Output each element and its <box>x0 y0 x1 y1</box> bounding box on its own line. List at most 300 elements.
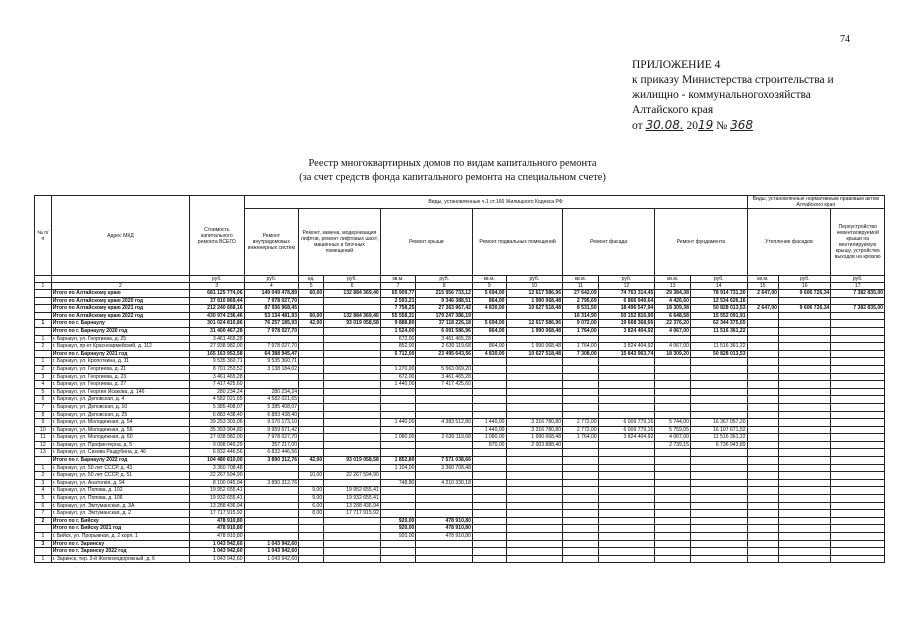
value-cell <box>506 457 563 465</box>
value-cell: 478 910,80 <box>190 517 244 525</box>
col-header-elevators: Ремонт, замена, модернизация лифтов, ремонт лифтовых шахт, машинных и блочных помещений <box>299 209 381 276</box>
value-cell <box>506 502 563 510</box>
order-date-line <box>632 118 882 134</box>
value-cell <box>747 457 778 465</box>
value-cell: 15 843 963,74 <box>598 350 655 358</box>
value-cell: 11 516 361,22 <box>690 434 747 442</box>
appendix-header <box>632 58 882 134</box>
value-cell <box>380 472 416 480</box>
value-cell <box>380 449 416 457</box>
value-cell <box>324 517 381 525</box>
value-cell <box>747 487 778 495</box>
value-cell <box>779 320 831 328</box>
value-cell: 37 118 226,18 <box>416 320 473 328</box>
value-cell: 6 648,58 <box>655 312 691 320</box>
value-cell: 6 866 949,64 <box>598 297 655 305</box>
value-cell <box>747 373 778 381</box>
value-cell: 8 701 253,52 <box>190 365 244 373</box>
value-cell <box>655 517 691 525</box>
value-cell <box>747 388 778 396</box>
value-cell <box>655 365 691 373</box>
row-number-cell: 3 <box>35 479 52 487</box>
value-cell <box>324 449 381 457</box>
value-cell <box>563 335 599 343</box>
value-cell <box>779 472 831 480</box>
value-cell <box>831 358 885 366</box>
value-cell <box>598 517 655 525</box>
table-row <box>35 555 885 563</box>
value-cell <box>299 335 324 343</box>
value-cell: 2 593,21 <box>380 297 416 305</box>
value-cell: 2 739,15 <box>655 441 691 449</box>
value-cell <box>598 365 655 373</box>
value-cell <box>563 358 599 366</box>
value-cell: 12 617 586,96 <box>506 320 563 328</box>
value-cell <box>747 426 778 434</box>
address-cell: г. Барнаул, ул. Попова, д. 106 <box>51 495 189 503</box>
value-cell: 478 910,80 <box>416 533 473 541</box>
value-cell <box>299 548 324 556</box>
value-cell <box>690 464 747 472</box>
value-cell: 9 959 671,42 <box>244 426 298 434</box>
address-cell: г. Барнаул, пр-кт Красноармейский, д. 112 <box>51 343 189 351</box>
value-cell: 17 717 915,92 <box>324 510 381 518</box>
value-cell <box>831 434 885 442</box>
value-cell <box>690 517 747 525</box>
column-number: 15 <box>747 283 778 290</box>
value-cell <box>563 411 599 419</box>
value-cell <box>690 388 747 396</box>
value-cell <box>244 502 298 510</box>
value-cell <box>598 441 655 449</box>
value-cell: 9 072,00 <box>563 320 599 328</box>
value-cell <box>747 517 778 525</box>
value-cell <box>598 540 655 548</box>
table-row <box>35 388 885 396</box>
value-cell <box>655 403 691 411</box>
value-cell: 1 080,00 <box>472 434 506 442</box>
value-cell <box>598 464 655 472</box>
value-cell <box>779 487 831 495</box>
value-cell: 50 152 816,90 <box>598 312 655 320</box>
value-cell <box>598 555 655 563</box>
value-cell: 3 138 184,02 <box>244 365 298 373</box>
value-cell <box>831 548 885 556</box>
value-cell <box>598 502 655 510</box>
value-cell <box>506 525 563 533</box>
value-cell <box>563 464 599 472</box>
value-cell <box>324 381 381 389</box>
group-header-regional: Виды, установленные нормативным правовым актом Алтайского края <box>747 196 884 209</box>
value-cell <box>244 335 298 343</box>
value-cell <box>380 502 416 510</box>
value-cell <box>598 533 655 541</box>
table-row <box>35 403 885 411</box>
value-cell: 4 067,00 <box>655 343 691 351</box>
value-cell: 7 978 027,70 <box>244 343 298 351</box>
value-cell: 18 309,38 <box>655 305 691 313</box>
address-cell: г. Барнаул, ул. Деповская, д. 25 <box>51 411 189 419</box>
unit-cell: руб. <box>506 276 563 283</box>
value-cell <box>598 373 655 381</box>
group-header-main: Виды, установленные ч.1 ст.166 Жилищного Кодекса РФ <box>244 196 747 209</box>
row-number-cell: 3 <box>35 540 52 548</box>
value-cell: 50 828 013,53 <box>690 350 747 358</box>
value-cell <box>690 472 747 480</box>
value-cell <box>655 396 691 404</box>
value-cell <box>472 487 506 495</box>
value-cell <box>416 510 473 518</box>
value-cell <box>747 350 778 358</box>
value-cell <box>472 495 506 503</box>
unit-cell: руб. <box>324 276 381 283</box>
value-cell: 2 630 119,68 <box>416 434 473 442</box>
value-cell: 672,00 <box>380 373 416 381</box>
value-cell: 3 890 312,76 <box>244 457 298 465</box>
value-cell: 4 067,00 <box>655 434 691 442</box>
value-cell: 1 104,00 <box>380 464 416 472</box>
value-cell <box>831 320 885 328</box>
value-cell <box>416 426 473 434</box>
value-cell: 19 952 655,41 <box>324 487 381 495</box>
value-cell <box>563 479 599 487</box>
value-cell: 1 990 068,48 <box>506 434 563 442</box>
value-cell <box>380 388 416 396</box>
value-cell: 7 417 425,60 <box>416 381 473 389</box>
value-cell <box>831 426 885 434</box>
value-cell <box>747 365 778 373</box>
value-cell <box>472 358 506 366</box>
row-number-cell: 9 <box>35 419 52 427</box>
value-cell: 64 388 945,47 <box>244 350 298 358</box>
value-cell: 2 647,00 <box>747 290 778 298</box>
value-cell: 5 712,00 <box>380 350 416 358</box>
value-cell: 478 910,80 <box>190 525 244 533</box>
column-number: 17 <box>831 283 885 290</box>
value-cell <box>831 525 885 533</box>
unit-cell: руб. <box>779 276 831 283</box>
address-cell: Итого по Алтайскому краю 2020 год <box>51 297 189 305</box>
value-cell: 8 100 045,94 <box>190 479 244 487</box>
value-cell <box>506 510 563 518</box>
value-cell <box>324 365 381 373</box>
value-cell <box>324 419 381 427</box>
table-summary-row <box>35 350 885 358</box>
value-cell <box>380 411 416 419</box>
value-cell: 6 883 438,40 <box>190 411 244 419</box>
table-row <box>35 411 885 419</box>
value-cell <box>779 411 831 419</box>
value-cell <box>831 533 885 541</box>
value-cell <box>747 320 778 328</box>
value-cell <box>506 335 563 343</box>
value-cell <box>299 479 324 487</box>
value-cell <box>299 373 324 381</box>
value-cell <box>779 449 831 457</box>
value-cell <box>831 312 885 320</box>
page-number: 74 <box>840 34 850 45</box>
value-cell <box>690 335 747 343</box>
value-cell: 478 910,80 <box>416 525 473 533</box>
address-cell: г. Барнаул, ул. Эмтуманская, д. 3А <box>51 502 189 510</box>
value-cell: 55 558,31 <box>380 312 416 320</box>
value-cell <box>472 312 506 320</box>
address-cell: Итого по г. Заринску 2022 год <box>51 548 189 556</box>
table-row <box>35 396 885 404</box>
value-cell <box>244 533 298 541</box>
value-cell <box>655 510 691 518</box>
value-cell <box>244 472 298 480</box>
value-cell <box>831 540 885 548</box>
value-cell <box>563 502 599 510</box>
value-cell <box>324 434 381 442</box>
value-cell: 27 363 967,42 <box>416 305 473 313</box>
value-cell <box>747 441 778 449</box>
col-header-foundation: Ремонт фундамента <box>655 209 747 276</box>
value-cell: 5 694,00 <box>472 320 506 328</box>
value-cell: 6 736 943,89 <box>690 441 747 449</box>
value-cell <box>380 548 416 556</box>
number-label: № <box>716 120 728 132</box>
value-cell: 748,80 <box>380 479 416 487</box>
value-cell <box>831 464 885 472</box>
unit-cell: кв.м. <box>380 276 416 283</box>
value-cell <box>690 525 747 533</box>
unit-cell: руб. <box>831 276 885 283</box>
value-cell: 11 516 361,22 <box>690 327 747 335</box>
value-cell <box>655 533 691 541</box>
address-cell: Итого по г. Барнаулу 2022 год <box>51 457 189 465</box>
value-cell <box>563 525 599 533</box>
value-cell <box>244 525 298 533</box>
value-cell <box>779 388 831 396</box>
value-cell: 7 417 425,60 <box>190 381 244 389</box>
value-cell <box>779 495 831 503</box>
row-number-cell: 1 <box>35 464 52 472</box>
value-cell: 1 043 942,60 <box>244 555 298 563</box>
value-cell <box>244 381 298 389</box>
address-cell: г. Барнаул, ул. Кропоткина, д. 11 <box>51 358 189 366</box>
value-cell <box>563 457 599 465</box>
value-cell: 3 824 404,92 <box>598 343 655 351</box>
value-cell <box>831 517 885 525</box>
value-cell <box>655 472 691 480</box>
value-cell: 65 909,77 <box>380 290 416 298</box>
table-row <box>35 479 885 487</box>
table-summary-row <box>35 320 885 328</box>
value-cell <box>831 502 885 510</box>
value-cell <box>747 555 778 563</box>
value-cell: 280 234,24 <box>244 388 298 396</box>
unit-cell <box>35 276 52 283</box>
year-prefix: 20 <box>686 120 699 132</box>
value-cell: 62 344 375,65 <box>690 320 747 328</box>
value-cell <box>472 381 506 389</box>
value-cell <box>416 472 473 480</box>
table-row <box>35 510 885 518</box>
value-cell: 1 043 942,60 <box>244 548 298 556</box>
value-cell: 864,00 <box>472 343 506 351</box>
col-header-roof: Ремонт крыши <box>380 209 472 276</box>
value-cell: 78 914 731,30 <box>690 290 747 298</box>
value-cell: 3 461 465,28 <box>416 335 473 343</box>
value-cell: 9 888,80 <box>380 320 416 328</box>
row-number-cell: 5 <box>35 388 52 396</box>
value-cell: 478 910,80 <box>190 533 244 541</box>
value-cell <box>472 555 506 563</box>
value-cell: 42,00 <box>299 320 324 328</box>
value-cell <box>299 525 324 533</box>
address-cell: г. Барнаул, ул. Сизова Раздубина, д. 46 <box>51 449 189 457</box>
value-cell <box>563 388 599 396</box>
value-cell: 15 552 091,91 <box>690 312 747 320</box>
value-cell <box>416 555 473 563</box>
value-cell <box>690 396 747 404</box>
value-cell: 864,00 <box>472 327 506 335</box>
row-number-cell: 8 <box>35 411 52 419</box>
value-cell <box>416 396 473 404</box>
value-cell <box>506 358 563 366</box>
value-cell <box>779 350 831 358</box>
address-cell: Итого по Алтайскому краю 2022 год <box>51 312 189 320</box>
value-cell <box>299 426 324 434</box>
value-cell <box>690 487 747 495</box>
row-number-cell: 1 <box>35 335 52 343</box>
table-row <box>35 472 885 480</box>
value-cell <box>563 449 599 457</box>
value-cell: 1 764,00 <box>563 343 599 351</box>
value-cell <box>598 525 655 533</box>
column-number: 13 <box>655 283 691 290</box>
value-cell <box>690 540 747 548</box>
value-cell <box>299 305 324 313</box>
value-cell <box>299 533 324 541</box>
value-cell <box>506 487 563 495</box>
value-cell: 9,00 <box>299 487 324 495</box>
row-number-cell: 12 <box>35 441 52 449</box>
value-cell <box>655 335 691 343</box>
value-cell: 6 832 446,56 <box>190 449 244 457</box>
value-cell <box>779 434 831 442</box>
value-cell <box>299 540 324 548</box>
value-cell: 13 288 436,94 <box>190 502 244 510</box>
value-cell <box>690 403 747 411</box>
value-cell: 19 932 655,41 <box>324 495 381 503</box>
value-cell <box>380 403 416 411</box>
value-cell <box>380 441 416 449</box>
value-cell <box>690 495 747 503</box>
value-cell <box>380 426 416 434</box>
row-number-cell: 4 <box>35 381 52 389</box>
table-row <box>35 365 885 373</box>
value-cell: 6 091 586,96 <box>416 327 473 335</box>
value-cell <box>380 495 416 503</box>
value-cell: 9 535 360,71 <box>190 358 244 366</box>
value-cell <box>472 411 506 419</box>
value-cell <box>416 502 473 510</box>
value-cell: 3 360 708,48 <box>190 464 244 472</box>
value-cell: 7 978 027,70 <box>244 434 298 442</box>
value-cell: 27 642,09 <box>563 290 599 298</box>
unit-cell: руб. <box>190 276 244 283</box>
value-cell <box>472 464 506 472</box>
value-cell <box>244 510 298 518</box>
row-number-cell: 1 <box>35 533 52 541</box>
value-cell <box>779 373 831 381</box>
table-row <box>35 381 885 389</box>
value-cell: 1 043 942,60 <box>190 555 244 563</box>
value-cell: 37 910 869,44 <box>190 297 244 305</box>
table-row <box>35 449 885 457</box>
table-summary-row <box>35 548 885 556</box>
value-cell <box>831 449 885 457</box>
value-cell <box>831 487 885 495</box>
value-cell <box>380 396 416 404</box>
address-cell: Итого по г. Заринску <box>51 540 189 548</box>
value-cell <box>655 388 691 396</box>
value-cell: 76 257 185,93 <box>244 320 298 328</box>
value-cell <box>779 457 831 465</box>
value-cell <box>779 525 831 533</box>
value-cell: 357 217,00 <box>244 441 298 449</box>
address-cell: г. Барнаул, ул. 50 лет СССР, д. 43 <box>51 464 189 472</box>
value-cell <box>563 472 599 480</box>
value-cell <box>690 548 747 556</box>
value-cell: 7 382 835,00 <box>831 305 885 313</box>
value-cell <box>299 396 324 404</box>
table-summary-row <box>35 297 885 305</box>
register-title: Реестр многоквартирных домов по видам капитального ремонта <box>308 158 597 169</box>
value-cell <box>655 449 691 457</box>
table-summary-row <box>35 457 885 465</box>
row-number-cell: 2 <box>35 517 52 525</box>
value-cell: 1 764,00 <box>563 434 599 442</box>
row-number-cell <box>35 457 52 465</box>
value-cell <box>747 396 778 404</box>
value-cell: 5 759,05 <box>655 426 691 434</box>
value-cell <box>747 525 778 533</box>
value-cell: 12 534 626,16 <box>690 297 747 305</box>
value-cell <box>324 373 381 381</box>
value-cell <box>324 403 381 411</box>
value-cell: 3 461 465,28 <box>190 335 244 343</box>
value-cell <box>563 548 599 556</box>
value-cell <box>831 555 885 563</box>
value-cell <box>563 517 599 525</box>
address-cell: г. Барнаул, ул. Анатолия, д. 94 <box>51 479 189 487</box>
row-number-cell: 6 <box>35 502 52 510</box>
value-cell <box>324 388 381 396</box>
value-cell <box>655 373 691 381</box>
value-cell <box>779 297 831 305</box>
value-cell: 27 938 982,00 <box>190 434 244 442</box>
value-cell <box>299 464 324 472</box>
value-cell <box>831 479 885 487</box>
value-cell <box>506 411 563 419</box>
value-cell <box>299 388 324 396</box>
value-cell <box>380 487 416 495</box>
value-cell: 9 346 388,51 <box>416 297 473 305</box>
value-cell <box>779 419 831 427</box>
row-number-cell: 13 <box>35 449 52 457</box>
address-cell: г. Барнаул, ул. 50 лет СССР, д. 51 <box>51 472 189 480</box>
row-number-cell: 10 <box>35 426 52 434</box>
value-cell <box>747 327 778 335</box>
value-cell: 1 852,80 <box>380 457 416 465</box>
value-cell <box>472 533 506 541</box>
value-cell: 3 316 780,80 <box>506 419 563 427</box>
value-cell <box>472 525 506 533</box>
